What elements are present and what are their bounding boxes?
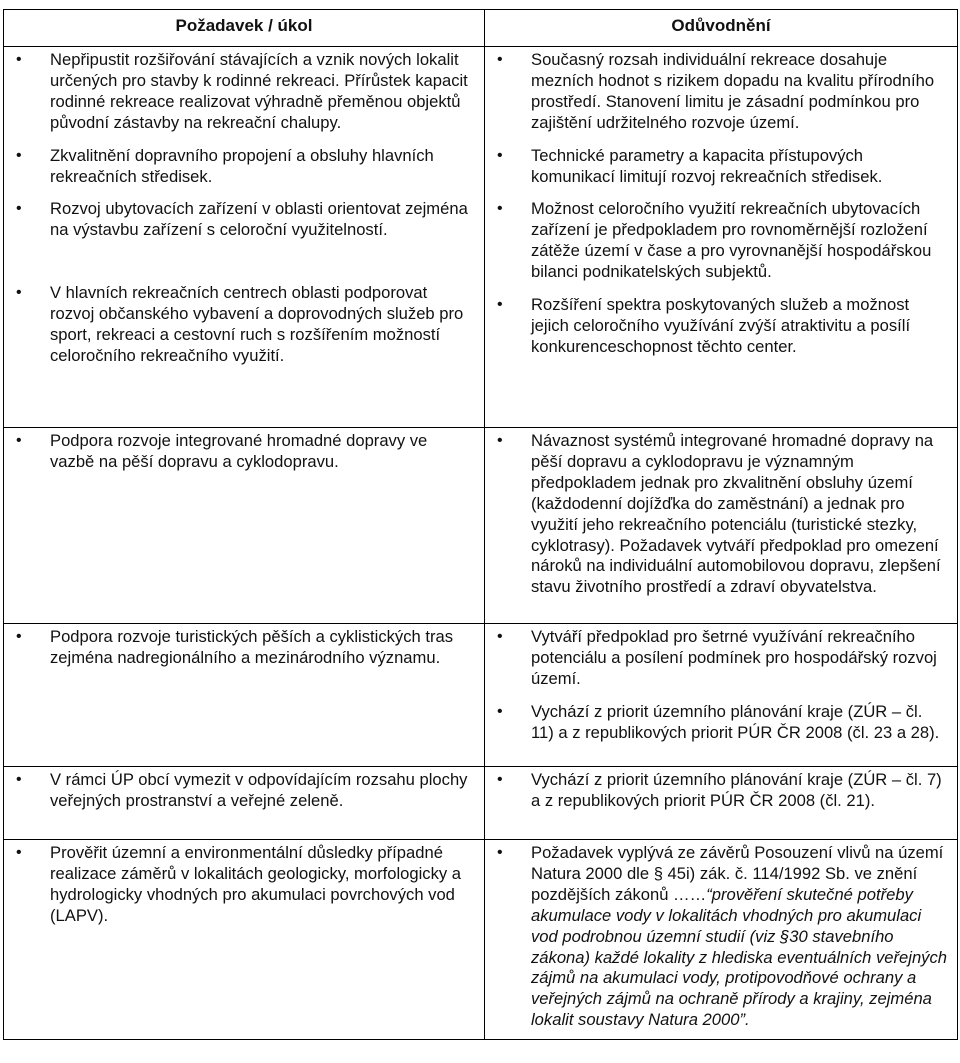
list-item: • V rámci ÚP obcí vymezit v odpovídajícím rozsahu plochy veřejných prostranství a veřejné zeleně. — [12, 770, 476, 812]
list-item: • Rozvoj ubytovacích zařízení v oblasti orientovat zejména na výstavbu zařízení s celoroční využitelností. — [12, 199, 476, 241]
requirement-cell — [4, 624, 485, 767]
table-row — [4, 47, 958, 428]
list-item: • V hlavních rekreačních centrech oblasti podporovat rozvoj občanského vybavení a doprovodných služeb pro sport, rekreaci a cestovní ruch s rozšířením možností celoročního rekreačního využití. — [12, 283, 476, 367]
list-item: • Současný rozsah individuální rekreace dosahuje mezních hodnot s rizikem dopadu na kvalitu přírodního prostředí. Stanovení limitu je zásadní podmínkou pro zajištění udržitelného rozvoje území. — [493, 50, 949, 134]
natura-requirement-text: Požadavek vyplývá ze závěrů Posouzení vlivů na území Natura 2000 dle § 45i) zák. č. 114/1992 Sb. ve znění pozdějších zákonů …… — [531, 843, 944, 904]
list-item: • Nepřipustit rozšiřování stávajících a vznik nových lokalit určených pro stavby k rodinné rekreaci. Přírůstek kapacit rodinné rekreace realizovat výhradně přeměnou objektů původní zástavby na rekreační chalupy. — [12, 50, 476, 134]
justification-cell — [485, 428, 958, 624]
list-item: • Vychází z priorit územního plánování kraje (ZÚR – čl. 11) a z republikových priorit PÚR ČR 2008 (čl. 23 a 28). — [493, 702, 949, 744]
justification-cell — [485, 624, 958, 767]
list-item: • Podpora rozvoje turistických pěších a cyklistických tras zejména nadregionálního a mezinárodního významu. — [12, 627, 476, 669]
table-row — [4, 428, 958, 624]
list-item: • Vychází z priorit územního plánování kraje (ZÚR – čl. 7) a z republikových priorit PÚR ČR 2008 (čl. 21). — [493, 770, 949, 812]
list-item: • Podpora rozvoje integrované hromadné dopravy ve vazbě na pěší dopravu a cyklodopravu. — [12, 431, 476, 473]
requirement-cell — [4, 428, 485, 624]
list-item: • Zkvalitnění dopravního propojení a obsluhy hlavních rekreačních středisek. — [12, 146, 476, 188]
requirement-cell — [4, 840, 485, 1040]
list-item: • Možnost celoročního využití rekreačních ubytovacích zařízení je předpokladem pro rovnoměrnější rozložení zátěže území v čase a pro vyrovnanější hospodářskou bilanci podnikatelských subjektů. — [493, 199, 949, 283]
header-requirement: Požadavek / úkol — [4, 10, 485, 47]
justification-cell — [485, 840, 958, 1040]
requirement-cell — [4, 47, 485, 428]
list-item: • Návaznost systémů integrované hromadné dopravy na pěší dopravu a cyklodopravu je významným předpokladem jednak pro zkvalitnění obsluhy území (každodenní dojížďka do zaměstnání) a jednak pro využití jeho rekreačního potenciálu (turistické stezky, cyklotrasy). Požadavek vytváří předpoklad pro omezení nároků na individuální automobilovou dopravu, zlepšení stavu životního prostředí a zdraví obyvatelstva. — [493, 431, 949, 598]
justification-cell — [485, 767, 958, 840]
requirement-cell — [4, 767, 485, 840]
table-row — [4, 840, 958, 1040]
header-justification: Odůvodnění — [485, 10, 958, 47]
list-item: • Vytváří předpoklad pro šetrné využívání rekreačního potenciálu a posílení podmínek pro hospodářský rozvoj území. — [493, 627, 949, 690]
requirements-table — [3, 9, 958, 1040]
list-item: • Prověřit územní a environmentální důsledky případné realizace záměrů v lokalitách geologicky, morfologicky a hydrologicky vhodných pro akumulaci povrchových vod (LAPV). — [12, 843, 476, 927]
list-item — [493, 843, 949, 1031]
table-row — [4, 624, 958, 767]
justification-cell — [485, 47, 958, 428]
natura-quoted-text: “prověření skutečné potřeby akumulace vody v lokalitách vhodných pro akumulaci vod podrobnou územní studií (viz §30 stavebního zákona) každé lokality z hlediska eventuálních veřejných zájmů na akumulaci vody, protipovodňové ochrany a veřejných zájmů na ochraně přírody a krajiny, zejména lokalit soustavy Natura 2000”. — [531, 884, 947, 1030]
header-row — [4, 10, 958, 47]
list-item: • Rozšíření spektra poskytovaných služeb a možnost jejich celoročního využívání zvýší atraktivitu a posílí konkurenceschopnost těchto center. — [493, 295, 949, 358]
table-row — [4, 767, 958, 840]
list-item: • Technické parametry a kapacita přístupových komunikací limitují rozvoj rekreačních středisek. — [493, 146, 949, 188]
